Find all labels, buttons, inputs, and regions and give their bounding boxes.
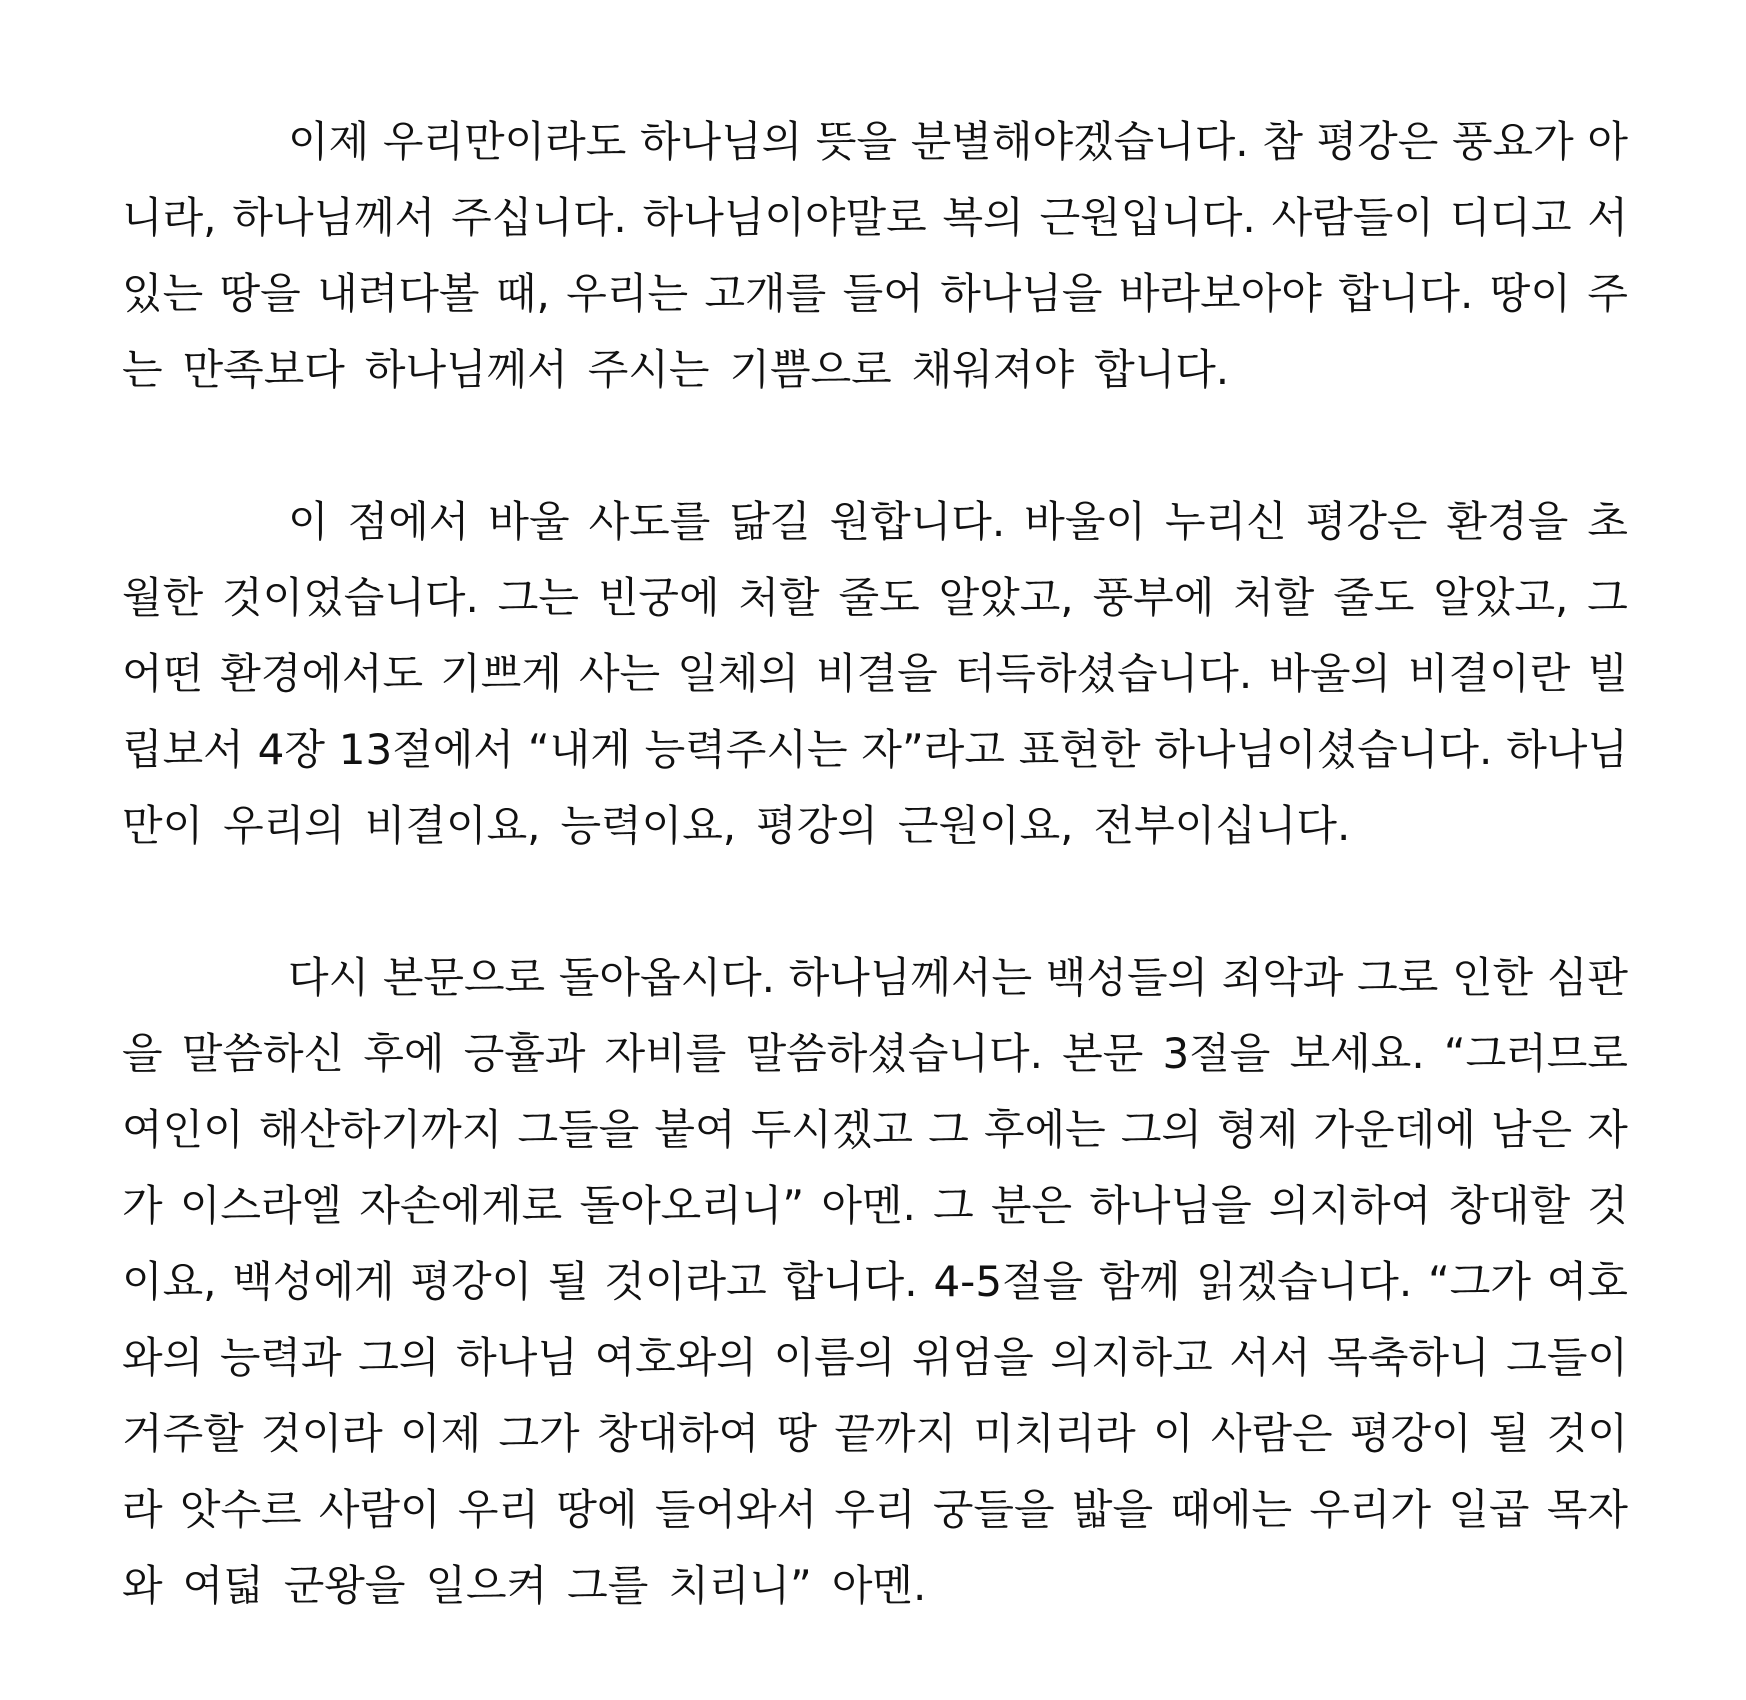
word: 전부이십니다. <box>1093 801 1351 850</box>
word: 립보서 <box>122 725 244 774</box>
word: 3절을 <box>1162 1029 1271 1078</box>
word: 돌아오리니” <box>579 1181 805 1230</box>
word: 일체의 <box>677 649 799 698</box>
word: 라 <box>122 1485 163 1534</box>
word: 어떤 <box>122 649 204 698</box>
word: 하나님을 <box>940 269 1103 318</box>
word: 것 <box>1587 1181 1628 1230</box>
word: 비결을 <box>816 649 938 698</box>
word: 여덟 <box>182 1561 264 1610</box>
word: 하나님께서 <box>232 193 436 242</box>
word: 그의 <box>358 1333 440 1382</box>
word: 하나님께서 <box>364 345 568 394</box>
word: 바라보아야 <box>1118 269 1322 318</box>
word: 후에는 <box>983 1105 1106 1154</box>
word: 일곱 <box>1448 1485 1530 1534</box>
word: 끝까지 <box>834 1409 957 1458</box>
word: 해산하기까지 <box>258 1105 503 1154</box>
word: 기쁘게 <box>440 649 562 698</box>
word: 보세요. <box>1289 1029 1425 1078</box>
word: 하나님 <box>456 1333 578 1382</box>
text-line <box>122 560 1628 636</box>
text-line <box>122 1396 1628 1472</box>
word: 의지하고 <box>1050 1333 1213 1382</box>
word: 환경을 <box>1446 497 1569 546</box>
word: 이 <box>288 497 329 546</box>
word: 줄도 <box>838 573 920 622</box>
paragraph-2 <box>122 484 1628 864</box>
word: 바울이 <box>1024 497 1146 546</box>
word: 우리만이라도 <box>382 117 627 166</box>
word: 이스라엘 <box>179 1181 343 1230</box>
word: 자비를 <box>604 1029 727 1078</box>
word: 평강이 <box>410 1257 533 1306</box>
word: 여호 <box>1546 1257 1628 1306</box>
word: 때에는 <box>1170 1485 1293 1534</box>
word: 함께 <box>1099 1257 1181 1306</box>
word: 것이라 <box>261 1409 383 1458</box>
text-line <box>122 636 1628 712</box>
word: 4-5절을 <box>933 1257 1084 1306</box>
word: 비결이요, <box>364 801 541 850</box>
word: 이제 <box>400 1409 482 1458</box>
word: 것이 <box>1546 1409 1628 1458</box>
text-line <box>122 712 1628 788</box>
text-line <box>122 180 1628 256</box>
word: 주 <box>1587 269 1628 318</box>
word: 될 <box>1488 1409 1530 1458</box>
word: 목자 <box>1546 1485 1628 1534</box>
word: 평강은 <box>1316 117 1439 166</box>
word: 4장 <box>257 725 325 774</box>
word: 고개를 <box>704 269 827 318</box>
document-page <box>122 104 1628 1700</box>
word: 바울 <box>488 497 570 546</box>
word: 만이 <box>122 801 204 850</box>
word: 붙여 <box>654 1105 736 1154</box>
word: 내려다볼 <box>317 269 480 318</box>
word: 능력이요, <box>560 801 737 850</box>
word: 사람은 <box>1210 1409 1333 1458</box>
word: 인한 <box>1451 953 1534 1002</box>
word: 하나님의 <box>639 117 803 166</box>
text-line <box>122 332 1628 408</box>
word: 일으켜 <box>425 1561 548 1610</box>
word: 아 <box>1587 117 1628 166</box>
word: 비결이란 <box>1408 649 1571 698</box>
word: 처할 <box>1233 573 1315 622</box>
paragraph-3 <box>122 940 1628 1624</box>
word: 서 <box>1587 193 1628 242</box>
word: 빌 <box>1587 649 1628 698</box>
word: 처할 <box>738 573 820 622</box>
word: 하나님을 <box>1089 1181 1252 1230</box>
word: 풍부에 <box>1092 573 1215 622</box>
word: 위엄을 <box>911 1333 1034 1382</box>
paragraph-1 <box>122 104 1628 408</box>
word: 채워져야 <box>911 345 1075 394</box>
word: 누리신 <box>1165 497 1287 546</box>
word: 두시겠고 <box>750 1105 914 1154</box>
word: 닮길 <box>729 497 811 546</box>
word: 군왕을 <box>283 1561 406 1610</box>
word: 들어 <box>842 269 924 318</box>
word: 가 <box>122 1181 163 1230</box>
word: 죄악과 <box>1221 953 1344 1002</box>
word: 궁들을 <box>932 1485 1055 1534</box>
word: 앗수르 <box>179 1485 302 1534</box>
word: 자손에게로 <box>359 1181 563 1230</box>
word: 여인이 <box>122 1105 244 1154</box>
word: 돌아옵시다. <box>558 953 776 1002</box>
word: 알았고, <box>1433 573 1569 622</box>
word: 그 <box>933 1181 974 1230</box>
word: 우리 <box>457 1485 540 1534</box>
word: 디디고 <box>1449 193 1572 242</box>
text-line <box>122 788 1628 864</box>
word: 점에서 <box>347 497 470 546</box>
word: 형제 <box>1217 1105 1299 1154</box>
word: 그의 <box>1120 1105 1202 1154</box>
word: 백성에게 <box>232 1257 395 1306</box>
word: 이제 <box>288 117 370 166</box>
word: 하나님이셨습니다. <box>1154 725 1493 774</box>
word: 환경에서도 <box>220 649 424 698</box>
word: 자 <box>1587 1105 1628 1154</box>
word: 그들이 <box>1506 1333 1628 1382</box>
word: 원합니다. <box>829 497 1006 546</box>
word: 그는 <box>497 573 579 622</box>
word: 그가 <box>498 1409 580 1458</box>
word: 긍휼과 <box>463 1029 586 1078</box>
word: 창대할 <box>1448 1181 1571 1230</box>
word: 이름의 <box>773 1333 896 1382</box>
word: 들어와서 <box>654 1485 818 1534</box>
word: 밟을 <box>1071 1485 1154 1534</box>
word: 뜻을 <box>815 117 898 166</box>
word: 평강이 <box>1349 1409 1472 1458</box>
word: 여호와의 <box>594 1333 757 1382</box>
word: 목축하니 <box>1327 1333 1490 1382</box>
word: 초 <box>1587 497 1628 546</box>
word: 우리가 <box>1309 1485 1432 1534</box>
text-line <box>122 104 1628 180</box>
word: 근원입니다. <box>1039 193 1256 242</box>
word: 분은 <box>990 1181 1073 1230</box>
word: 와 <box>122 1561 163 1610</box>
text-line <box>122 1092 1628 1168</box>
word: 이 <box>1153 1409 1194 1458</box>
word: 그들을 <box>517 1105 640 1154</box>
word: 될 <box>548 1257 589 1306</box>
word: 평강은 <box>1305 497 1428 546</box>
text-line <box>122 484 1628 560</box>
word: 말씀하신 <box>181 1029 345 1078</box>
word: 와의 <box>122 1333 204 1382</box>
word: 가운데에 <box>1313 1105 1476 1154</box>
word: 다시 <box>288 953 370 1002</box>
word: 평강의 <box>756 801 878 850</box>
word: 주시는 <box>587 345 710 394</box>
word: 우리의 <box>223 801 345 850</box>
word: “그러므로 <box>1443 1029 1628 1078</box>
word: 본문으로 <box>382 953 546 1002</box>
word: 하나님께서는 <box>788 953 1033 1002</box>
word: 아멘. <box>821 1181 916 1230</box>
word: 서서 <box>1229 1333 1311 1382</box>
word: 아멘. <box>831 1561 927 1610</box>
word: 본문 <box>1062 1029 1144 1078</box>
text-line <box>122 1548 1628 1624</box>
word: 백성들의 <box>1045 953 1209 1002</box>
word: 만족보다 <box>182 345 345 394</box>
word: 창대하여 <box>596 1409 760 1458</box>
word: 표현한 <box>1018 725 1141 774</box>
text-line <box>122 940 1628 1016</box>
word: 우리 <box>834 1485 916 1534</box>
text-line <box>122 1244 1628 1320</box>
word: 풍요가 <box>1451 117 1574 166</box>
word: 땅 <box>776 1409 818 1458</box>
word: 복의 <box>942 193 1024 242</box>
word: 터득하셨습니다. <box>954 649 1253 698</box>
word: 말씀하셨습니다. <box>745 1029 1043 1078</box>
word: 능력주시는 <box>644 725 848 774</box>
word: 그로 <box>1357 953 1439 1002</box>
text-line <box>122 256 1628 332</box>
word: 치리니” <box>668 1561 812 1610</box>
word: 땅이 <box>1489 269 1571 318</box>
word: 줄도 <box>1333 573 1415 622</box>
word: 것이었습니다. <box>222 573 479 622</box>
word: 사람이 <box>318 1485 441 1534</box>
word: 후에 <box>363 1029 445 1078</box>
word: 분별해야겠습니다. <box>910 117 1249 166</box>
word: 사도를 <box>588 497 711 546</box>
word: 그를 <box>567 1561 649 1610</box>
word: 이요, <box>122 1257 217 1306</box>
word: 것이라고 <box>604 1257 767 1306</box>
word: 사람들이 <box>1271 193 1434 242</box>
text-line <box>122 1016 1628 1092</box>
word: 때, <box>495 269 550 318</box>
text-line <box>122 1168 1628 1244</box>
word: 월한 <box>122 573 204 622</box>
word: 남은 <box>1490 1105 1573 1154</box>
word: 의지하여 <box>1268 1181 1432 1230</box>
word: 빈궁에 <box>597 573 720 622</box>
text-line <box>122 1472 1628 1548</box>
word: 13절에서 <box>338 725 514 774</box>
word: 니라, <box>122 193 217 242</box>
word: 바울의 <box>1269 649 1391 698</box>
word: 그 <box>928 1105 969 1154</box>
word: 자”라고 <box>861 725 1005 774</box>
word: 사는 <box>578 649 661 698</box>
word: 심판 <box>1546 953 1628 1002</box>
word: 있는 <box>122 269 204 318</box>
word: 하나님 <box>1506 725 1628 774</box>
word: “내게 <box>527 725 631 774</box>
word: 근원이요, <box>897 801 1074 850</box>
word: 하나님이야말로 <box>642 193 927 242</box>
word: 능력과 <box>219 1333 342 1382</box>
word: 우리는 <box>566 269 689 318</box>
word: 합니다. <box>1094 345 1230 394</box>
word: 합니다. <box>782 1257 918 1306</box>
word: 주십니다. <box>451 193 627 242</box>
word: 땅을 <box>219 269 301 318</box>
word: 알았고, <box>938 573 1074 622</box>
word: 기쁨으로 <box>729 345 892 394</box>
word: 미치리라 <box>973 1409 1136 1458</box>
word: 거주할 <box>122 1409 244 1458</box>
word: 는 <box>122 345 163 394</box>
word: 땅에 <box>556 1485 638 1534</box>
word: 참 <box>1262 117 1303 166</box>
word: 을 <box>122 1029 163 1078</box>
text-line <box>122 1320 1628 1396</box>
word: 합니다. <box>1338 269 1474 318</box>
word: 그 <box>1587 573 1628 622</box>
word: 읽겠습니다. <box>1196 1257 1413 1306</box>
word: “그가 <box>1428 1257 1531 1306</box>
